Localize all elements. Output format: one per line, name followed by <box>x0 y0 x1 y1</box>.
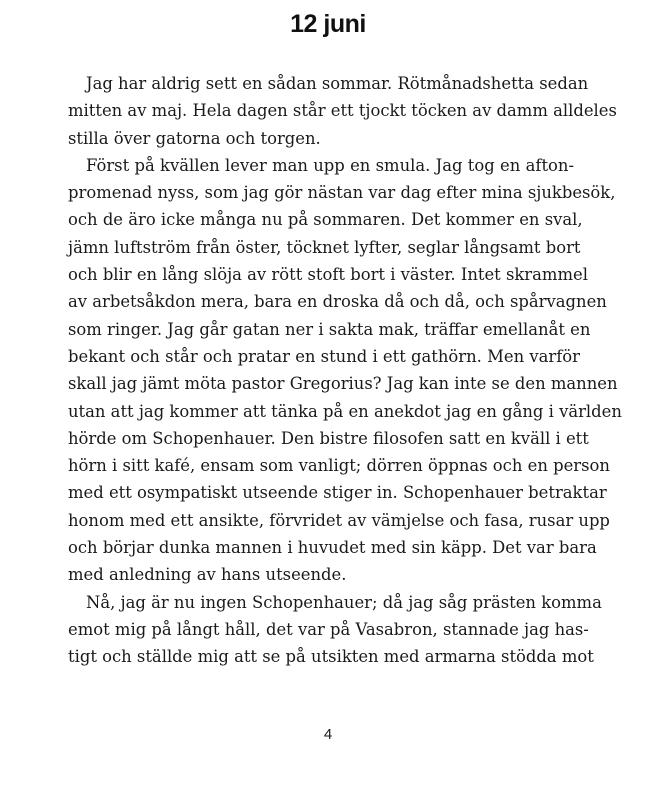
text-line: och de äro icke många nu på sommaren. Det kommer en sval, <box>68 210 583 230</box>
text-line: och börjar dunka mannen i huvudet med sin käpp. Det var bara <box>68 538 597 558</box>
text-line: emot mig på långt håll, det var på Vasabron, stannade jag has- <box>68 619 589 639</box>
text-line: Först på kvällen lever man upp en smula. Jag tog en afton- <box>86 155 574 175</box>
page-number: 4 <box>323 726 333 743</box>
text-line: och blir en lång slöja av rött stoft bort i väster. Intet skrammel <box>68 265 588 285</box>
text-line: som ringer. Jag går gatan ner i sakta mak, träffar emellanåt en <box>68 319 591 339</box>
text-line: med anledning av hans utseende. <box>68 565 347 585</box>
text-line: utan att jag kommer att tänka på en anekdot jag en gång i världen <box>68 401 622 421</box>
text-line: tigt och ställde mig att se på utsikten med armarna stödda mot <box>68 647 594 667</box>
text-line: hörde om Schopenhauer. Den bistre filosofen satt en kväll i ett <box>68 428 589 448</box>
text-line: Nå, jag är nu ingen Schopenhauer; då jag såg prästen komma <box>86 592 602 612</box>
text-line: Jag har aldrig sett en sådan sommar. Rötmånadshetta sedan <box>86 74 589 93</box>
text-line: stilla över gatorna och torgen. <box>68 128 321 148</box>
text-line: av arbetsåkdon mera, bara en droska då och då, och spårvagnen <box>68 292 607 312</box>
body-text <box>68 70 622 671</box>
text-line: promenad nyss, som jag gör nästan var dag efter mina sjukbesök, <box>68 183 616 203</box>
text-line: honom med ett ansikte, förvridet av vämjelse och fasa, rusar upp <box>68 510 610 530</box>
text-line: hörn i sitt kafé, ensam som vanligt; dörren öppnas och en person <box>68 456 610 476</box>
text-line: med ett osympatiskt utseende stiger in. Schopenhauer betraktar <box>68 483 607 503</box>
text-line: jämn luftström från öster, töcknet lyfter, seglar långsamt bort <box>68 237 581 257</box>
text-line: bekant och står och pratar en stund i ett gathörn. Men varför <box>68 346 580 366</box>
text-line: mitten av maj. Hela dagen står ett tjockt töcken av damm alldeles <box>68 101 617 121</box>
chapter-heading: 12 juni <box>290 10 366 38</box>
text-line: skall jag jämt möta pastor Gregorius? Jag kan inte se den mannen <box>68 374 618 394</box>
